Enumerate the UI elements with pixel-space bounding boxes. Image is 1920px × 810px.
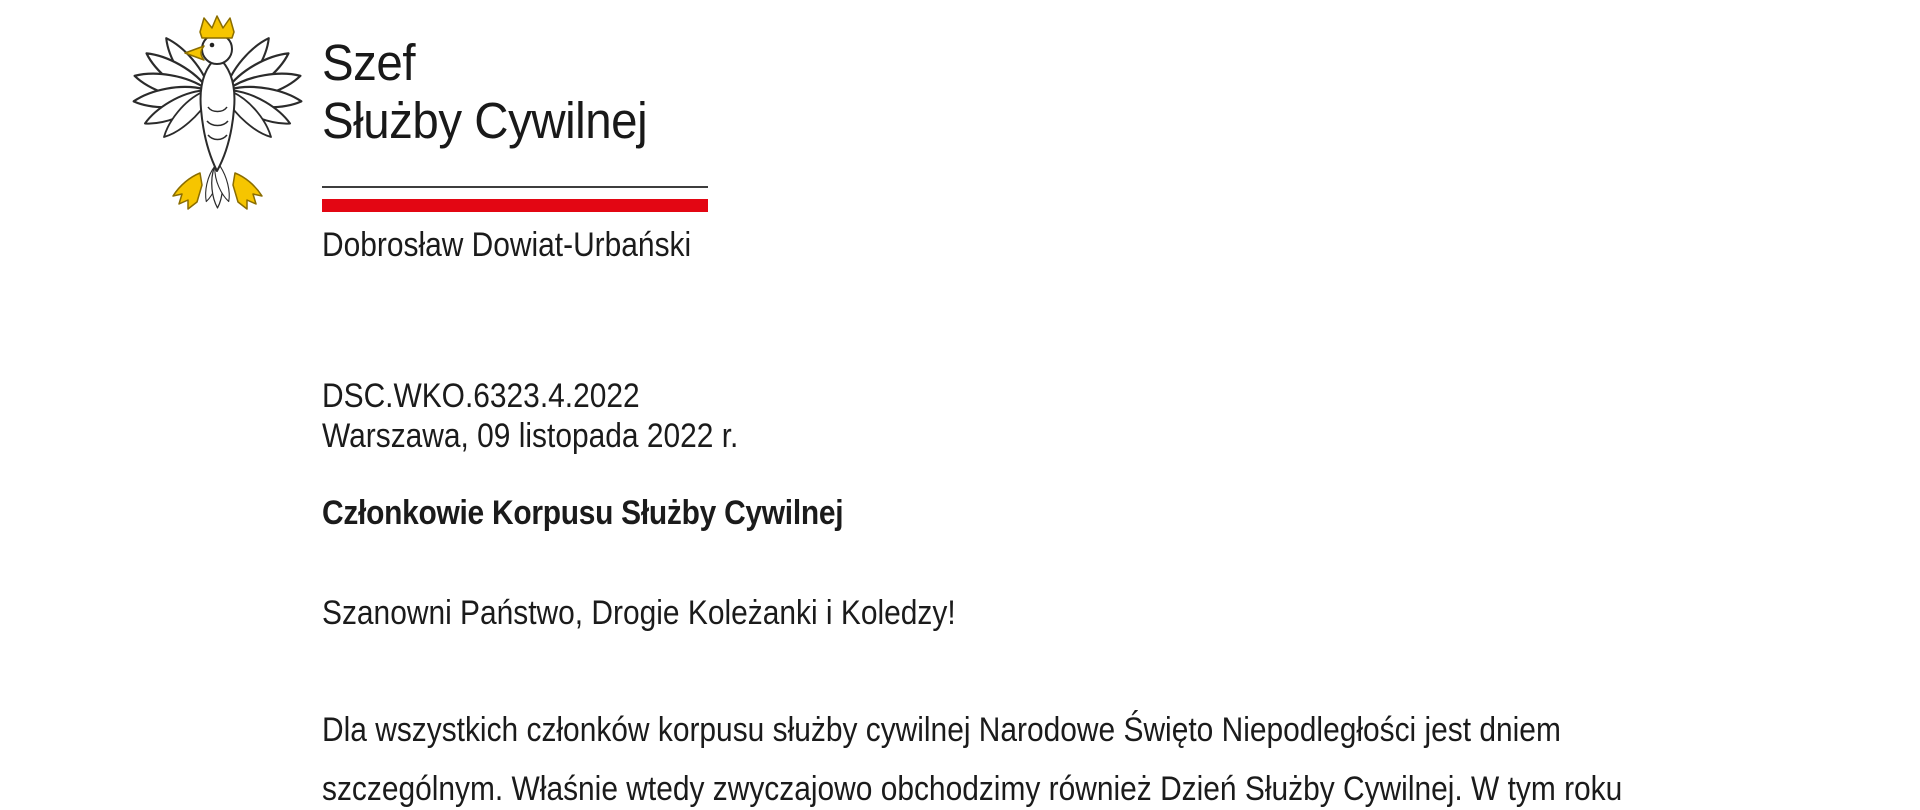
letterhead-accent-bar xyxy=(322,199,708,212)
addressee-heading: Członkowie Korpusu Służby Cywilnej xyxy=(322,494,844,532)
place-and-date: Warszawa, 09 listopada 2022 r. xyxy=(322,417,739,455)
letterhead-office-title xyxy=(322,34,647,150)
polish-eagle-emblem xyxy=(130,15,305,220)
signer-name: Dobrosław Dowiat-Urbański xyxy=(322,226,692,264)
body-paragraph-line: szczególnym. Właśnie wtedy zwyczajowo obchodzimy również Dzień Służby Cywilnej. W tym roku xyxy=(322,770,1623,808)
body-paragraph-line: Dla wszystkich członków korpusu służby cywilnej Narodowe Święto Niepodległości jest dniem xyxy=(322,711,1561,749)
salutation: Szanowni Państwo, Drogie Koleżanki i Koledzy! xyxy=(322,594,956,632)
reference-number: DSC.WKO.6323.4.2022 xyxy=(322,377,640,415)
letterhead-rule xyxy=(322,186,708,188)
office-title-line1: Szef xyxy=(322,34,416,91)
office-title-line2: Służby Cywilnej xyxy=(322,92,648,149)
